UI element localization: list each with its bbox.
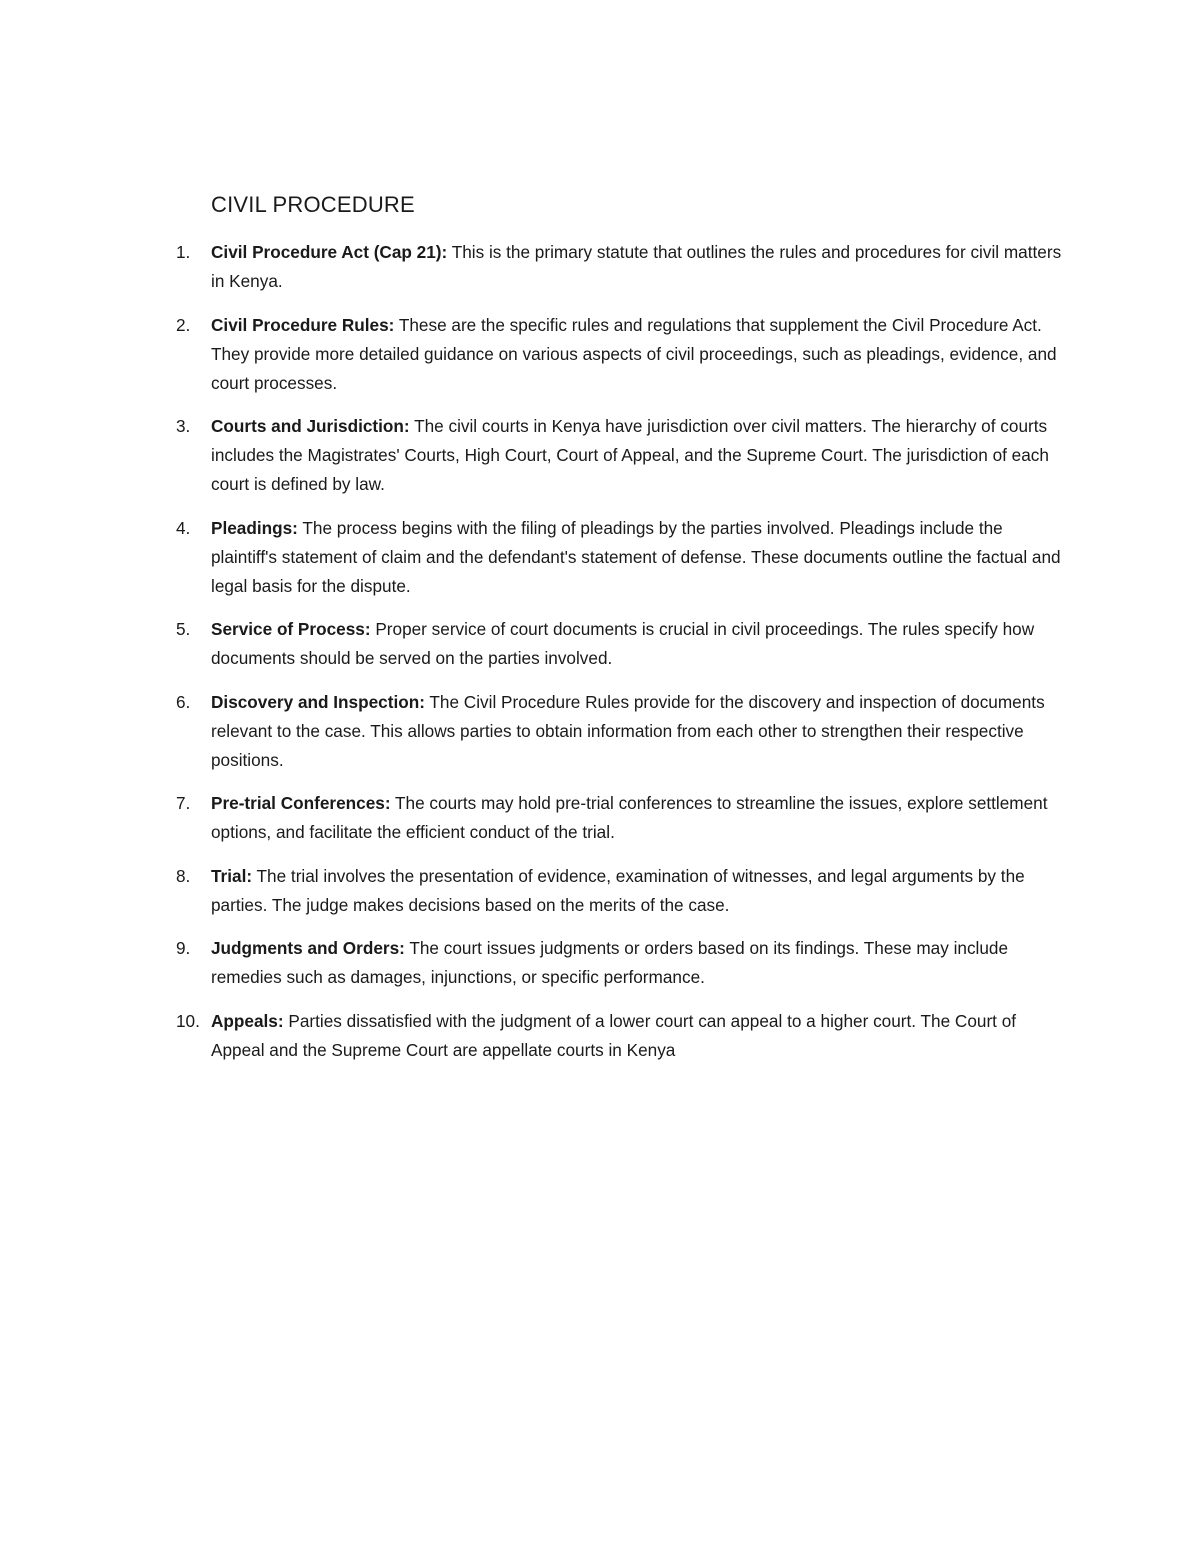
item-text: The process begins with the filing of pleadings by the parties involved. Pleadings include the plaintiff's statement of claim and the defendant's statement of defense. These documents outline the factual and legal basis for the dispute.	[211, 517, 1061, 596]
item-term: Trial:	[211, 865, 253, 886]
item-number: 6.	[176, 691, 191, 712]
item-number: 8.	[176, 865, 191, 886]
item-number: 4.	[176, 517, 191, 538]
item-text: The courts may hold pre-trial conferences to streamline the issues, explore settlement options, and facilitate the efficient conduct of the trial.	[211, 793, 1048, 842]
item-text: The civil courts in Kenya have jurisdiction over civil matters. The hierarchy of courts includes the Magistrates' Courts, High Court, Court of Appeal, and the Supreme Court. The jurisdiction of each court is defined by law.	[211, 416, 1049, 494]
list-item	[170, 238, 1070, 296]
list-item	[170, 1007, 1070, 1065]
item-text: This is the primary statute that outlines the rules and procedures for civil matters in Kenya.	[211, 242, 1062, 291]
item-term: Service of Process:	[211, 619, 371, 639]
item-term: Pre-trial Conferences:	[211, 793, 391, 813]
list-item	[170, 688, 1070, 775]
item-number: 9.	[176, 938, 191, 958]
item-term: Civil Procedure Rules:	[211, 314, 395, 335]
item-term: Discovery and Inspection:	[211, 691, 425, 712]
list-item	[170, 311, 1070, 398]
list-item	[170, 514, 1070, 601]
item-term: Appeals:	[211, 1010, 284, 1031]
list-item	[170, 862, 1070, 920]
item-number: 5.	[176, 619, 191, 639]
list-item	[170, 789, 1070, 847]
list-item	[170, 615, 1070, 673]
item-term: Judgments and Orders:	[211, 938, 405, 958]
list-item	[170, 934, 1070, 992]
item-term: Civil Procedure Act (Cap 21):	[211, 242, 448, 262]
item-term: Pleadings:	[211, 517, 298, 538]
item-text: These are the specific rules and regulations that supplement the Civil Procedure Act. They provide more detailed guidance on various aspects of civil proceedings, such as pleadings, evidence, and court processes.	[211, 314, 1057, 393]
item-text: The Civil Procedure Rules provide for the discovery and inspection of documents relevant to the case. This allows parties to obtain information from each other to strengthen their respective positions.	[211, 691, 1045, 770]
item-number: 10.	[176, 1010, 200, 1031]
item-text: Proper service of court documents is crucial in civil proceedings. The rules specify how documents should be served on the parties involved.	[211, 619, 1035, 668]
procedure-list	[170, 238, 1070, 1079]
item-number: 2.	[176, 314, 191, 335]
item-number: 1.	[176, 242, 191, 262]
item-term: Courts and Jurisdiction:	[211, 416, 410, 436]
item-text: The trial involves the presentation of evidence, examination of witnesses, and legal arguments by the parties. The judge makes decisions based on the merits of the case.	[211, 865, 1025, 915]
item-text: The court issues judgments or orders based on its findings. These may include remedies such as damages, injunctions, or specific performance.	[211, 938, 1009, 987]
list-item	[170, 412, 1070, 499]
item-number: 7.	[176, 793, 191, 813]
item-text: Parties dissatisfied with the judgment of a lower court can appeal to a higher court. The Court of Appeal and the Supreme Court are appellate courts in Kenya	[211, 1010, 1017, 1060]
item-number: 3.	[176, 416, 191, 436]
document-title: CIVIL PROCEDURE	[211, 192, 415, 217]
